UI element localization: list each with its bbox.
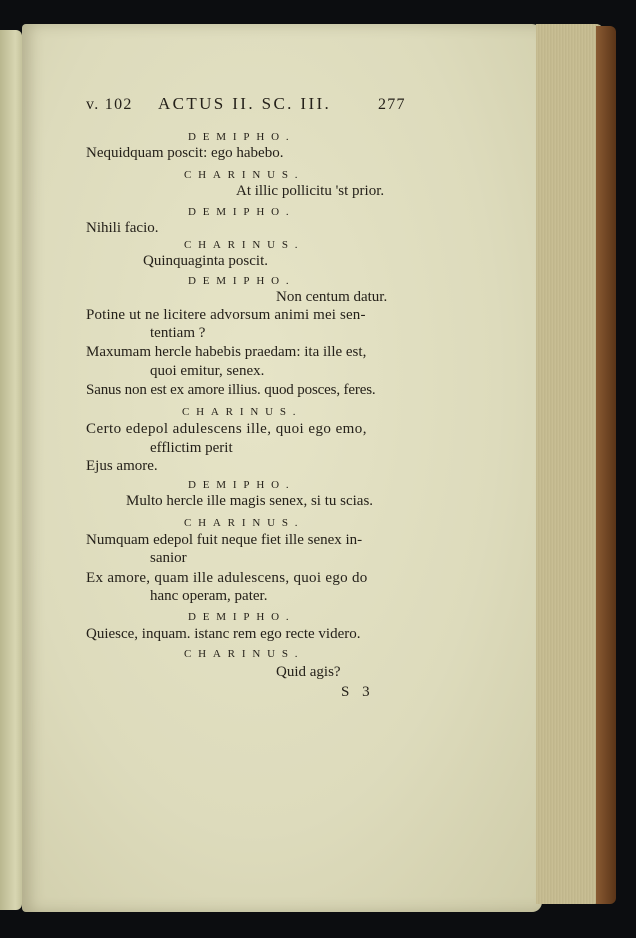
verse-line: Certo edepol adulescens ille, quoi ego emo, xyxy=(86,421,367,437)
verse-continuation: efflictim perit xyxy=(150,440,233,456)
verse-line: Non centum datur. xyxy=(276,289,388,305)
speaker-label: DEMIPHO. xyxy=(188,275,296,287)
page-number: 277 xyxy=(378,96,406,113)
verse-line: Nihili facio. xyxy=(86,220,159,236)
speaker-label: CHARINUS. xyxy=(184,517,305,529)
verse-line: Ejus amore. xyxy=(86,458,158,474)
verse-line: Nequidquam poscit: ego habebo. xyxy=(86,145,284,161)
verse-line: Multo hercle ille magis senex, si tu scias. xyxy=(126,493,374,509)
verse-line: At illic pollicitu 'st prior. xyxy=(236,183,385,199)
running-title: ACTUS II. SC. III. xyxy=(158,94,332,113)
speaker-label: DEMIPHO. xyxy=(188,131,296,143)
speaker-label: DEMIPHO. xyxy=(188,611,296,623)
verse-line: Numquam edepol fuit neque fiet ille senex in- xyxy=(86,532,363,548)
verse-continuation: hanc operam, pater. xyxy=(150,588,268,604)
speaker-label: CHARINUS. xyxy=(184,169,305,181)
verse-line: Maxumam hercle habebis praedam: ita ille est, xyxy=(86,344,367,360)
verse-line: Potine ut ne licitere advorsum animi mei sen- xyxy=(86,307,366,323)
speaker-label: CHARINUS. xyxy=(182,406,303,418)
verse-line: Quid agis? xyxy=(276,664,341,680)
verse-line: Quiesce, inquam. istanc rem ego recte videro. xyxy=(86,626,361,642)
speaker-label: CHARINUS. xyxy=(184,648,305,660)
verse-continuation: tentiam ? xyxy=(150,325,206,341)
speaker-label: DEMIPHO. xyxy=(188,479,296,491)
verse-continuation: quoi emitur, senex. xyxy=(150,363,265,379)
verse-reference: v. 102 xyxy=(86,96,133,113)
signature-mark: S 3 xyxy=(341,684,375,700)
speaker-label: CHARINUS. xyxy=(184,239,305,251)
verse-continuation: sanior xyxy=(150,550,187,566)
speaker-label: DEMIPHO. xyxy=(188,206,296,218)
verse-line: Sanus non est ex amore illius. quod posces, feres. xyxy=(86,382,376,398)
verse-line: Quinquaginta poscit. xyxy=(143,253,268,269)
verse-line: Ex amore, quam ille adulescens, quoi ego do xyxy=(86,570,368,586)
